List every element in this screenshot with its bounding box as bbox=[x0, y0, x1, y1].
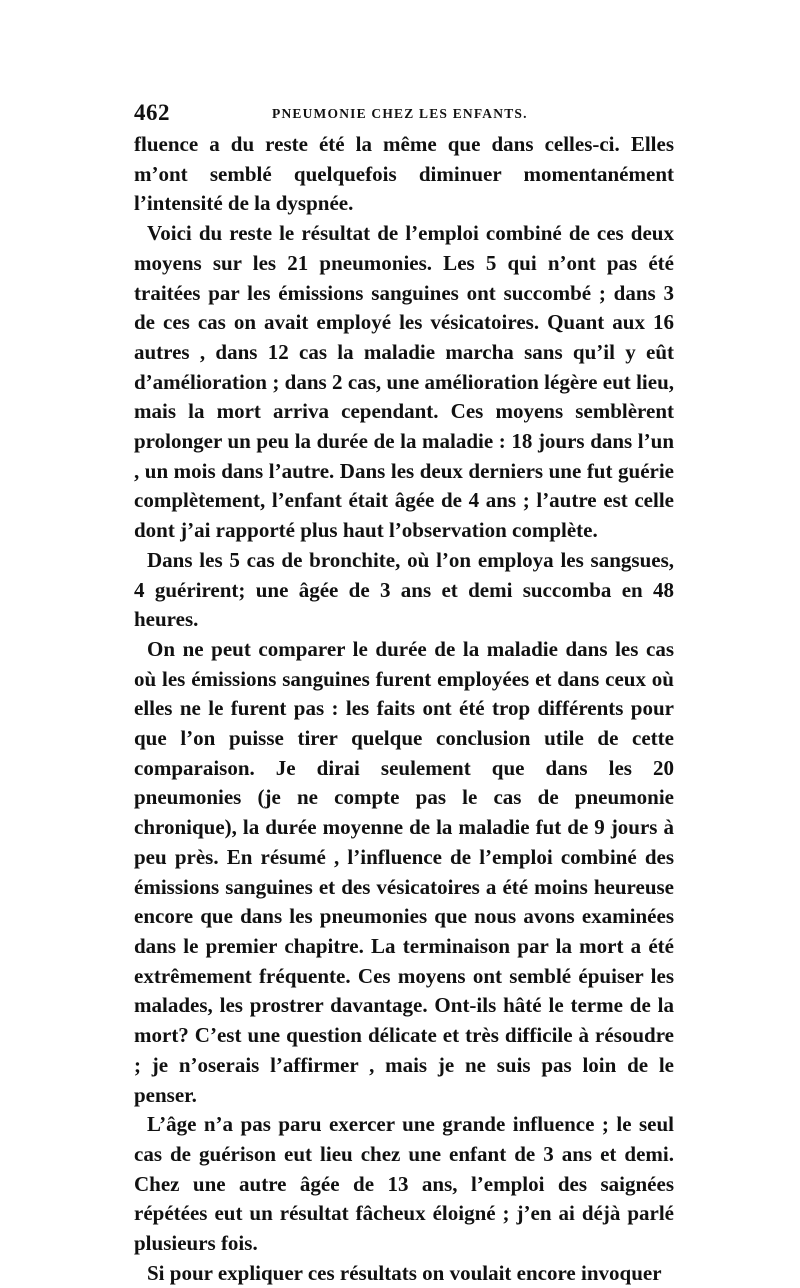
body-text bbox=[134, 130, 674, 1288]
running-title: PNEUMONIE CHEZ LES ENFANTS. bbox=[272, 106, 528, 121]
paragraph-continuation: fluence a du reste été la même que dans celles-ci. Elles m’ont semblé quelquefois diminuer momentanément l’intensité de la dyspnée. bbox=[134, 132, 674, 216]
page-number: 462 bbox=[134, 100, 170, 125]
paragraph-results: Voici du reste le résultat de l’emploi combiné de ces deux moyens sur les 21 pneumonies. Les 5 qui n’ont pas été traitées par les émissions sanguines ont succombé ; dans 3 de ces cas on avait employé les vésicatoires. Quant aux 16 autres , dans 12 cas la maladie marcha sans qu’il y eût d’amélioration ; dans 2 cas, une amélioration légère eut lieu, mais la mort arriva cependant. Ces moyens semblèrent prolonger un peu la durée de la maladie : 18 jours dans l’un , un mois dans l’autre. Dans les deux derniers une fut guérie complètement, l’enfant était âgée de 4 ans ; l’autre est celle dont j’ai rapporté plus haut l’observation complète. bbox=[134, 221, 674, 543]
paragraph-duration: On ne peut comparer le durée de la maladie dans les cas où les émissions sanguines furent employées et dans ceux où elles ne le furent pas : les faits ont été trop différents pour que l’on puisse tirer quelque conclusion utile de cette comparaison. Je dirai seulement que dans les 20 pneumonies (je ne compte pas le cas de pneumonie chronique), la durée moyenne de la maladie fut de 9 jours à peu près. En résumé , l’influence de l’emploi combiné des émissions sanguines et des vésicatoires a été moins heureuse encore que dans les pneumonies que nous avons examinées dans le premier chapitre. La terminaison par la mort a été extrêmement fréquente. Ces moyens ont semblé épuiser les malades, les prostrer davantage. Ont-ils hâté le terme de la mort? C’est une question délicate et très difficile à résoudre ; je n’oserais l’affirmer , mais je ne suis pas loin de le penser. bbox=[134, 636, 674, 1107]
paragraph-final: Si pour expliquer ces résultats on voulait encore invoquer bbox=[147, 1260, 662, 1285]
paragraph-bronchitis: Dans les 5 cas de bronchite, où l’on employa les sangsues, 4 guérirent; une âgée de 3 ans et demi succomba en 48 heures. bbox=[134, 547, 674, 632]
paragraph-age: L’âge n’a pas paru exercer une grande influence ; le seul cas de guérison eut lieu chez une enfant de 3 ans et demi. Chez une autre âgée de 13 ans, l’emploi des saignées répétées eut un résultat fâcheux éloigné ; j’en ai déjà parlé plusieurs fois. bbox=[134, 1112, 674, 1256]
running-header bbox=[134, 100, 674, 130]
